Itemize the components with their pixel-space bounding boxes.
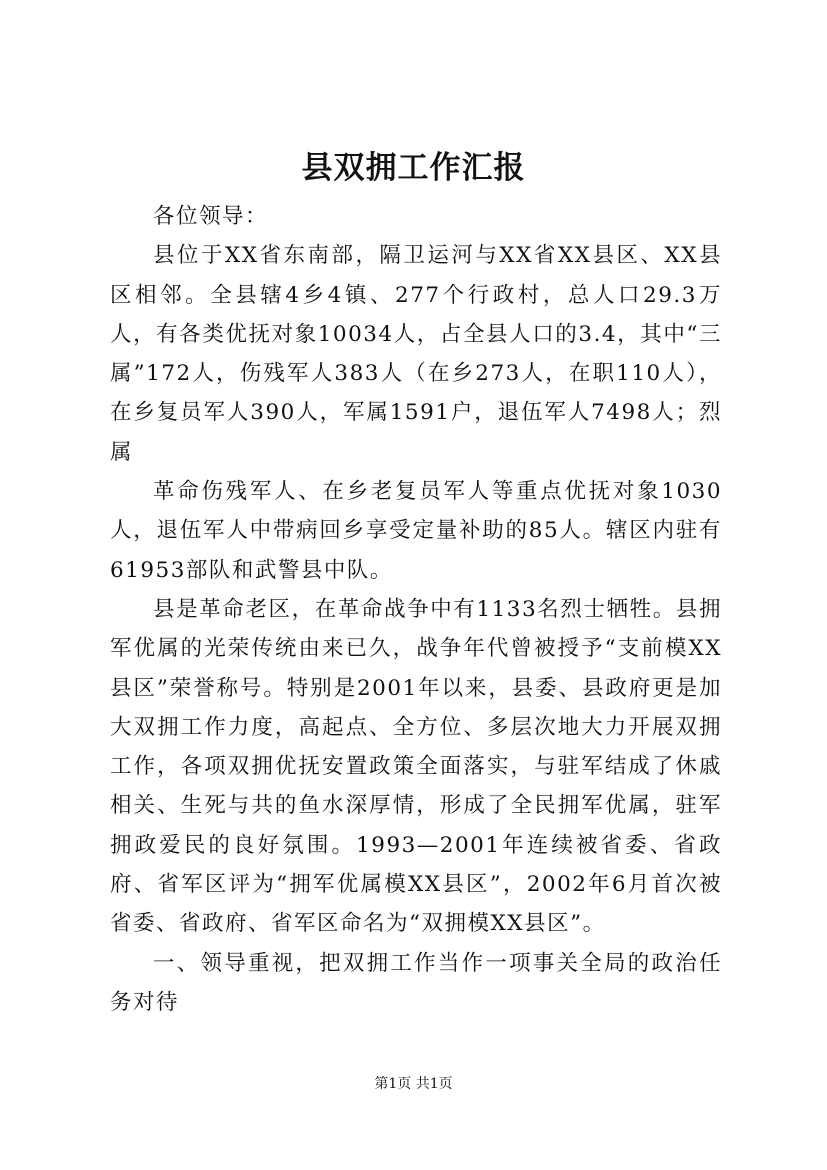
history-paragraph: 县是革命老区，在革命战争中有1133名烈士牺牲。县拥军优属的光荣传统由来已久，战争年代曾被授予“支前模XX县区”荣誉称号。特别是2001年以来，县委、县政府更是加大双拥工作力度，高起点、全方位、多层次地大力开展双拥工作，各项双拥优抚安置政策全面落实，与驻军结成了休戚相关、生死与共的鱼水深厚情，形成了全民拥军优属，驻军拥政爱民的良好氛围。1993—2001年连续被省委、省政府、省军区评为“拥军优属模XX县区”，2002年6月首次被省委、省政府、省军区命名为“双拥模XX县区”。 <box>110 596 722 937</box>
salutation-paragraph: 各位领导： <box>153 204 269 229</box>
document-body <box>110 197 722 1022</box>
overview-paragraph: 县位于XX省东南部，隔卫运河与XX省XX县区、XX县区相邻。全县辖4乡4镇、277个行政村，总人口29.3万人，有各类优抚对象10034人，占全县人口的3.4，其中“三属”172人，伤残军人383人（在乡273人，在职110人），在乡复员军人390人，军属1591户，退伍军人7498人；烈属 <box>110 243 722 465</box>
page-footer: 第1页 共1页 <box>374 1076 453 1092</box>
section-one-heading: 一、领导重视，把双拥工作当作一项事关全局的政治任务对待 <box>110 950 722 1015</box>
priority-recipients-paragraph: 革命伤残军人、在乡老复员军人等重点优抚对象1030人，退伍军人中带病回乡享受定量补助的85人。辖区内驻有61953部队和武警县中队。 <box>110 479 722 583</box>
document-title: 县双拥工作汇报 <box>301 150 526 186</box>
